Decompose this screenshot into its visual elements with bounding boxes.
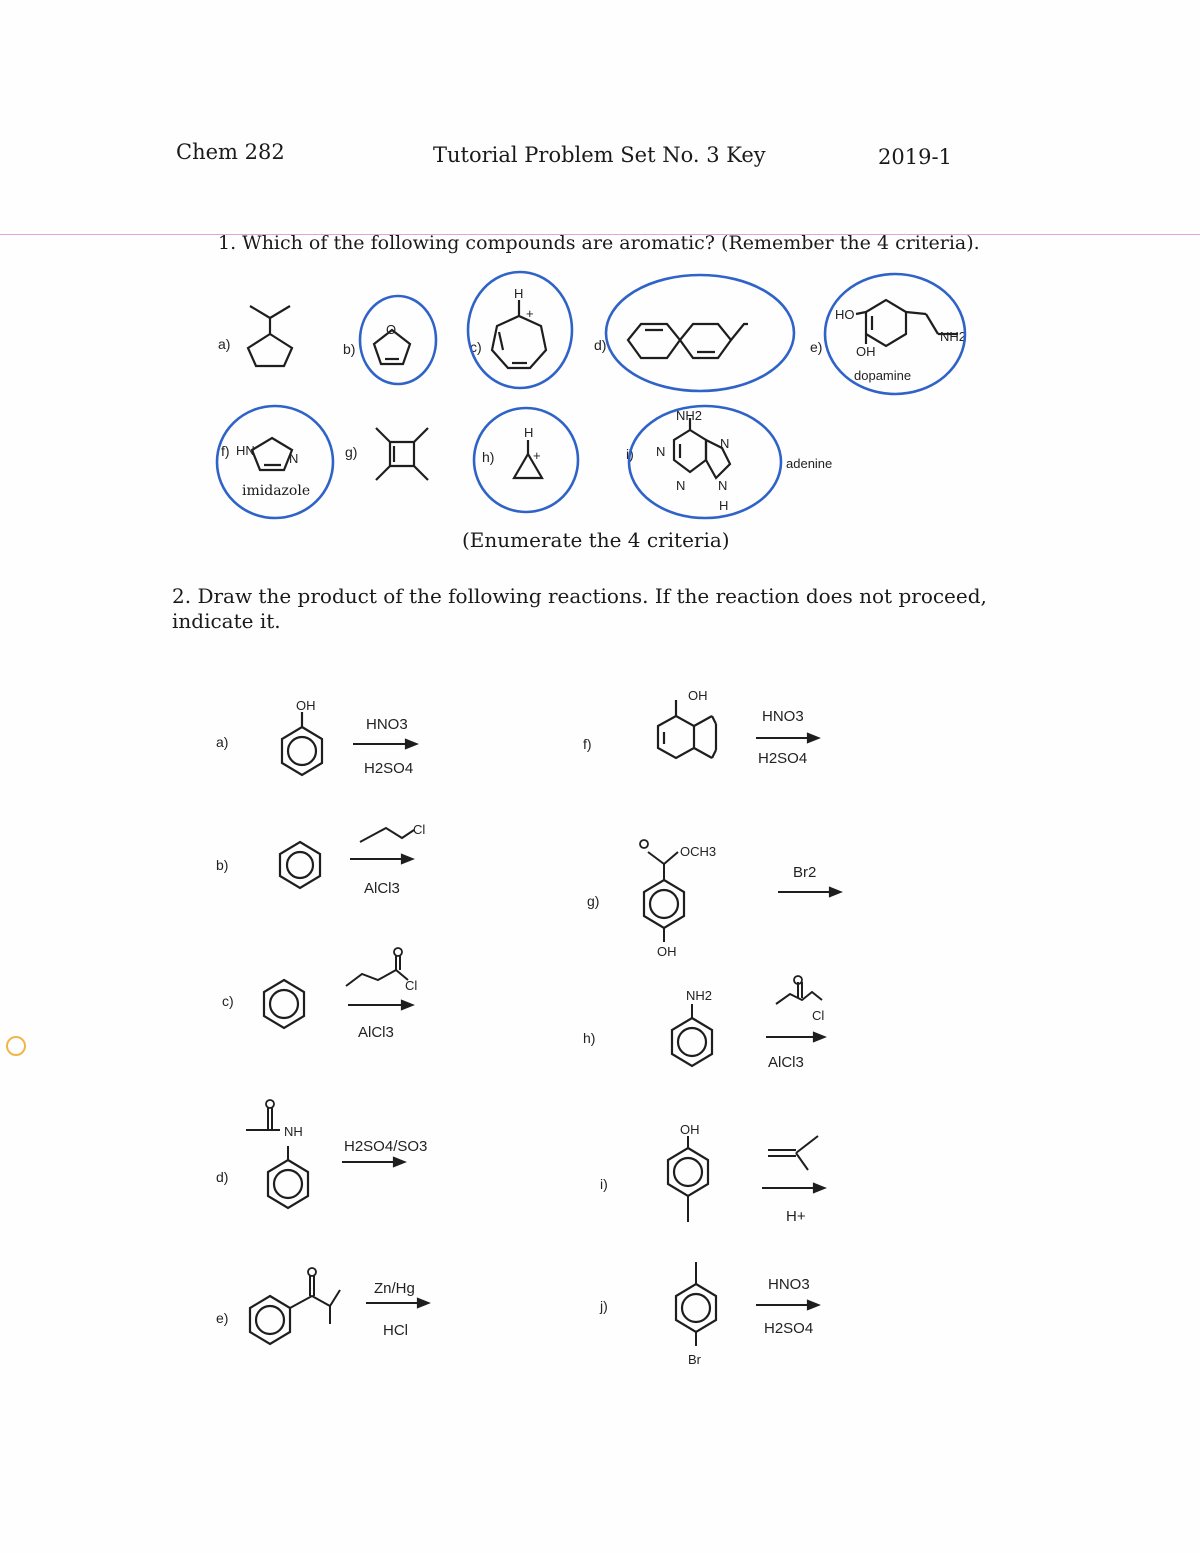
- dopamine-ho: HO: [835, 307, 855, 322]
- reagent-a-below: H2SO4: [364, 760, 414, 777]
- q2h-aniline: [672, 988, 712, 1066]
- enumerate-note: (Enumerate the 4 criteria): [462, 528, 730, 552]
- dopamine-nh2: NH2: [940, 329, 967, 344]
- reagent-g-above: Br2: [793, 864, 817, 881]
- reagent-e-above: Zn/Hg: [374, 1280, 415, 1297]
- q2d-acetanilide: [246, 1100, 308, 1208]
- arrow-g: [778, 888, 840, 896]
- q1-h-h: H: [524, 425, 534, 440]
- reagent-c-above-cl: Cl: [405, 978, 418, 993]
- q2-label-c: c): [222, 993, 234, 1009]
- q2-label-a: a): [216, 734, 229, 750]
- q2-label-b: b): [216, 857, 229, 873]
- arrow-a: [353, 740, 416, 748]
- reagent-h-below: AlCl3: [768, 1054, 804, 1071]
- reagent-i-below: H+: [786, 1208, 806, 1225]
- arrow-c: [348, 1001, 412, 1009]
- reagent-f-above: HNO3: [762, 708, 804, 725]
- reagent-b-below: AlCl3: [364, 880, 400, 897]
- reagent-b-above-cl: Cl: [413, 822, 426, 837]
- q1-c-h: H: [514, 286, 524, 301]
- q2e-ketone: [250, 1268, 340, 1344]
- reagent-c-below: AlCl3: [358, 1024, 394, 1041]
- imidazole-name: imidazole: [242, 483, 311, 499]
- reagent-a-above: HNO3: [366, 716, 408, 733]
- q2f-oh: OH: [688, 688, 708, 703]
- reagent-e-below: HCl: [383, 1322, 408, 1339]
- q1-label-i: i): [626, 446, 634, 462]
- q2a-oh: OH: [296, 698, 316, 713]
- dopamine-name: dopamine: [854, 368, 912, 383]
- reagent-j-below: H2SO4: [764, 1320, 814, 1337]
- q2b-propyl-chloride: [360, 828, 414, 842]
- arrow-d: [342, 1158, 404, 1166]
- q1-label-b: b): [343, 341, 356, 357]
- dopamine-oh: OH: [856, 344, 876, 359]
- q2-label-j: j): [600, 1298, 608, 1314]
- q1-h-plus: +: [533, 448, 541, 463]
- q2-label-h: h): [583, 1030, 596, 1046]
- q2-label-d: d): [216, 1169, 229, 1185]
- adenine-n3: N: [676, 478, 686, 493]
- q2b-benzene: [280, 842, 320, 888]
- q1-label-g: g): [345, 444, 358, 460]
- reagent-f-below: H2SO4: [758, 750, 808, 767]
- q2j-bromotoluene: [676, 1262, 716, 1367]
- adenine-name: adenine: [786, 456, 833, 471]
- q2c-acyl-chloride: [346, 948, 408, 986]
- q1-c-plus: +: [526, 306, 534, 321]
- q2a-phenol: [282, 698, 322, 775]
- adenine-nh2: NH2: [676, 408, 703, 423]
- adenine-n7: N: [720, 436, 730, 451]
- q2c-benzene: [264, 980, 304, 1028]
- q1-o-atom: O: [386, 322, 397, 337]
- imidazole-hn: HN: [236, 443, 255, 458]
- adenine-n1: N: [656, 444, 666, 459]
- q2i-isobutylene: [768, 1136, 818, 1170]
- arrow-b: [350, 855, 412, 863]
- reagent-d-above: H2SO4/SO3: [344, 1138, 428, 1155]
- q2f-naphthol: [658, 688, 716, 758]
- q1-label-e: e): [810, 339, 823, 355]
- page-title: Tutorial Problem Set No. 3 Key: [433, 143, 766, 167]
- q2g-och3: OCH3: [680, 844, 717, 859]
- q2-label-e: e): [216, 1310, 229, 1326]
- q2-label-i: i): [600, 1176, 608, 1192]
- q2g-ester: [640, 840, 716, 959]
- question-2-prompt: 2. Draw the product of the following reactions. If the reaction does not proceed, indicate it.: [172, 584, 987, 633]
- adenine-n9: N: [718, 478, 728, 493]
- question-1-prompt: 1. Which of the following compounds are aromatic? (Remember the 4 criteria).: [218, 232, 980, 254]
- q1-label-d: d): [594, 337, 607, 353]
- arrow-f: [756, 734, 818, 742]
- q2i-cresol: [668, 1122, 708, 1222]
- arrow-h: [766, 1033, 824, 1041]
- q2h-acyl-chloride: [776, 976, 822, 1004]
- q2i-oh: OH: [680, 1122, 700, 1137]
- adenine-h9: H: [719, 498, 729, 513]
- q2d-nh: NH: [284, 1124, 303, 1139]
- reagent-j-above: HNO3: [768, 1276, 810, 1293]
- q2j-br: Br: [688, 1352, 701, 1367]
- q2-label-g: g): [587, 893, 600, 909]
- q1-label-a: a): [218, 336, 231, 352]
- arrow-j: [756, 1301, 818, 1309]
- arrow-i: [762, 1184, 824, 1192]
- arrow-e: [366, 1299, 428, 1307]
- q1-label-f: f): [221, 443, 230, 459]
- term-label: 2019-1: [878, 145, 952, 169]
- reagent-h-above-cl: Cl: [812, 1008, 825, 1023]
- imidazole-n: N: [289, 451, 299, 466]
- q2h-nh2: NH2: [686, 988, 713, 1003]
- q1-label-h: h): [482, 449, 495, 465]
- q2g-oh: OH: [657, 944, 677, 959]
- q2-label-f: f): [583, 736, 592, 752]
- course-label: Chem 282: [176, 140, 285, 164]
- q1-label-c: c): [470, 339, 482, 355]
